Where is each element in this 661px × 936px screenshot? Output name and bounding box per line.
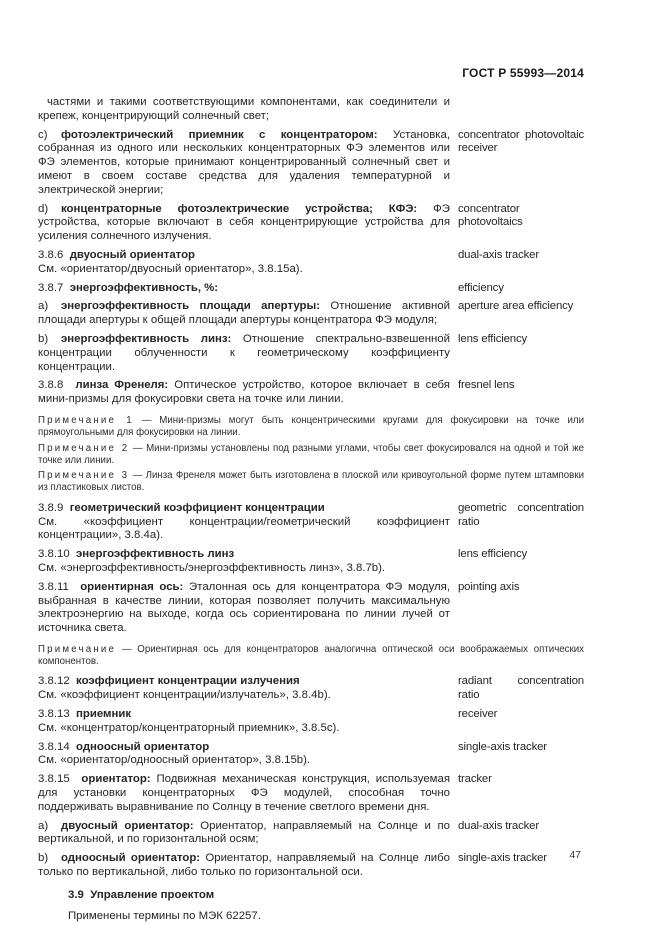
- term-number: 3.8.11: [38, 580, 69, 593]
- note-text: — Мини-призмы установлены под разными углами, чтобы свет фокусировался на одной и той же точке или линии.: [38, 442, 584, 466]
- term-equivalent-en: lens efficiency: [458, 548, 528, 561]
- term-title: ориентатор:: [81, 773, 151, 786]
- term-text-ru: [38, 502, 450, 543]
- term-reference: См. «ориентатор/одноосный ориентатор», 3.8.15b).: [38, 754, 311, 767]
- term-reference: См. «энергоэффективность/энергоэффективность линз», 3.8.7b).: [38, 561, 386, 574]
- term-text-ru: [38, 741, 450, 769]
- term-definition: Установка, собранная из одного или нескольких концентраторных ФЭ элементов или ФЭ элементов, которые принимают концентрированный солнечный свет и имеют в своем составе средства для удаления температурной и электрической энергии;: [38, 128, 450, 196]
- term-equivalent-en: dual-axis tracker: [458, 819, 540, 832]
- term-text-ru: [38, 852, 450, 880]
- note-text: — Линза Френеля может быть изготовлена в плоской или кривоугольной форме путем штамповки из пластиковых листов.: [38, 470, 584, 494]
- term-reference: См. «коэффициент концентрации/излучатель», 3.8.4b).: [38, 689, 331, 702]
- term-number: 3.8.10: [38, 548, 70, 561]
- term-equivalent-en: single-axis tracker: [458, 852, 547, 865]
- term-equivalent-en: single-axis tracker: [458, 740, 547, 753]
- item-letter: b): [38, 852, 49, 865]
- term-head: [38, 502, 450, 516]
- note: [38, 644, 584, 669]
- term-equivalent-en: dual-axis tracker: [458, 248, 540, 261]
- term-entry: [38, 708, 584, 736]
- term-entry: [38, 300, 584, 328]
- term-number: 3.8.14: [38, 740, 70, 753]
- term-entry: [38, 675, 584, 703]
- term-entry: [38, 379, 584, 407]
- term-title: энергоэффективность линз: [76, 548, 235, 561]
- term-entry: [38, 282, 584, 296]
- section-title: Управление проектом: [90, 888, 215, 901]
- term-equivalent-en: geometric concentration ratio: [458, 501, 584, 528]
- term-text-ru: [38, 379, 450, 407]
- term-text-ru: [38, 333, 450, 374]
- term-definition: ФЭ устройства, которые включают в себя концентрирующие устройства для усиления солнечного излучения.: [38, 202, 450, 243]
- term-head: [38, 548, 450, 562]
- note-label: Примечание 3: [38, 470, 130, 482]
- term-text-ru: [38, 581, 450, 636]
- page-content: [38, 66, 584, 923]
- term-entry: [38, 502, 584, 543]
- term-definition: Ориентатор, направляемый на Солнце и по вертикальной, и по горизонтальной осям;: [38, 819, 451, 846]
- term-reference: См. «коэффициент концентрации/геометрический коэффициент концентрации», 3.8.4a).: [38, 515, 450, 542]
- term-definition: Отношение активной площади апертуры к общей площади апертуры концентратора ФЭ модуля;: [38, 300, 450, 327]
- term-head: [38, 708, 450, 722]
- term-entry: [38, 548, 584, 576]
- paragraph-text: частями и такими соответствующими компонентами, как соединители и крепеж, концентрирующий солнечный свет;: [38, 96, 450, 122]
- term-definition: Ориентатор, направляемый на Солнце либо только по вертикальной, либо только по горизонтальной оси.: [38, 852, 450, 879]
- term-text-ru: [38, 129, 450, 198]
- note-text: — Ориентирная ось для концентраторов аналогична оптической оси воображаемых оптических компонентов.: [38, 643, 584, 668]
- term-equivalent-en: efficiency: [458, 281, 504, 294]
- item-letter: a): [38, 819, 49, 832]
- item-letter: b): [38, 332, 49, 345]
- term-title: энергоэффективность линз:: [61, 332, 232, 345]
- item-letter: d): [38, 202, 49, 215]
- note-text: — Мини-призмы могут быть концентрическими кругами для фокусировки на точке или прямоугольными для фокусировки на линии.: [38, 414, 584, 439]
- term-entry: [38, 741, 584, 769]
- term-definition: Подвижная механическая конструкция, используемая для установки концентраторных ФЭ модулей, способная точно поддерживать выравнивание по Солнцу в течение светлого времени дня.: [38, 773, 450, 813]
- term-number: 3.8.7: [38, 281, 64, 294]
- note-label: Примечание: [38, 643, 117, 655]
- term-title: коэффициент концентрации излучения: [76, 675, 300, 688]
- item-letter: c): [38, 128, 48, 141]
- term-equivalent-en: aperture area efficiency: [458, 300, 574, 313]
- term-head: [38, 675, 450, 689]
- term-text-ru: [38, 820, 450, 848]
- note-label: Примечание 1: [38, 414, 134, 426]
- term-title: фотоэлектрический приемник с концентратором:: [61, 128, 378, 141]
- note-label: Примечание 2: [38, 442, 130, 454]
- term-entry: [38, 581, 584, 636]
- term-equivalent-en: concentrator photovoltaics: [458, 202, 523, 229]
- term-equivalent-en: radiant concentration ratio: [458, 675, 584, 702]
- term-entry: [38, 129, 584, 198]
- term-title: концентраторные фотоэлектрические устройства; КФЭ:: [61, 202, 418, 215]
- term-title: одноосный ориентатор: [76, 740, 210, 753]
- term-entry: [38, 333, 584, 374]
- page-number: 47: [569, 849, 581, 861]
- term-title: энергоэффективность, %:: [69, 281, 219, 294]
- term-text-ru: [38, 249, 450, 277]
- term-number: 3.8.9: [38, 501, 64, 514]
- section-heading: [38, 889, 584, 903]
- term-text-ru: [38, 708, 450, 736]
- term-equivalent-en: lens efficiency: [458, 332, 528, 345]
- item-letter: a): [38, 300, 49, 313]
- term-entry: [38, 852, 584, 880]
- term-text-ru: [38, 203, 450, 244]
- term-entry: [38, 820, 584, 848]
- term-head: [38, 741, 450, 755]
- continuation-paragraph: [38, 96, 584, 124]
- term-definition: Эталонная ось для концентратора ФЭ модуля, выбранная в качестве линии, которая позволяет получить максимальную электроэнергию на выходе, когда ось сориентирована по линии лучей от источника света.: [38, 580, 450, 635]
- term-number: 3.8.15: [38, 773, 70, 786]
- term-entry: [38, 773, 584, 814]
- section-number: 3.9: [68, 888, 84, 901]
- term-title: геометрический коэффициент концентрации: [69, 501, 325, 514]
- term-text-ru: [38, 282, 450, 296]
- term-equivalent-en: fresnel lens: [458, 379, 515, 392]
- term-equivalent-en: concentrator photovoltaic receiver: [458, 128, 584, 155]
- term-title: энергоэффективность площади апертуры:: [61, 300, 321, 313]
- term-title: двуосный ориентатор:: [61, 819, 194, 832]
- term-equivalent-en: receiver: [458, 708, 498, 721]
- term-text-ru: [38, 675, 450, 703]
- term-title: одноосный ориентатор:: [61, 852, 201, 865]
- term-reference: См. «ориентатор/двуосный ориентатор», 3.8.15a).: [38, 262, 303, 275]
- document-standard-header: ГОСТ Р 55993—2014: [462, 66, 584, 80]
- term-definition: Оптическое устройство, которое включает в себя мини-призмы для фокусировки света на точке или линии.: [38, 379, 450, 406]
- note-1: [38, 415, 584, 440]
- term-number: 3.8.8: [38, 379, 64, 392]
- term-definition: Отношение спектрально-взвешенной концентрации облученности к геометрическому коэффициенту концентрации.: [38, 332, 450, 373]
- term-equivalent-en: pointing axis: [458, 580, 520, 593]
- term-head: [38, 282, 450, 296]
- term-number: 3.8.13: [38, 708, 70, 721]
- term-entry: [38, 203, 584, 244]
- term-text-ru: [38, 300, 450, 328]
- term-text-ru: [38, 548, 450, 576]
- term-entry: [38, 249, 584, 277]
- term-text-ru: [38, 773, 450, 814]
- term-reference: См. «концентратор/концентраторный приемник», 3.8.5c).: [38, 721, 340, 734]
- term-number: 3.8.12: [38, 675, 70, 688]
- section-text: Применены термины по МЭК 62257.: [68, 909, 261, 922]
- term-title: ориентирная ось:: [80, 580, 184, 593]
- term-title: двуосный ориентатор: [69, 248, 195, 261]
- term-title: линза Френеля:: [75, 379, 169, 392]
- term-head: [38, 249, 450, 263]
- term-title: приемник: [76, 708, 132, 721]
- term-number: 3.8.6: [38, 248, 64, 261]
- note-2: [38, 443, 584, 468]
- note-3: [38, 470, 584, 495]
- term-equivalent-en: tracker: [458, 773, 492, 786]
